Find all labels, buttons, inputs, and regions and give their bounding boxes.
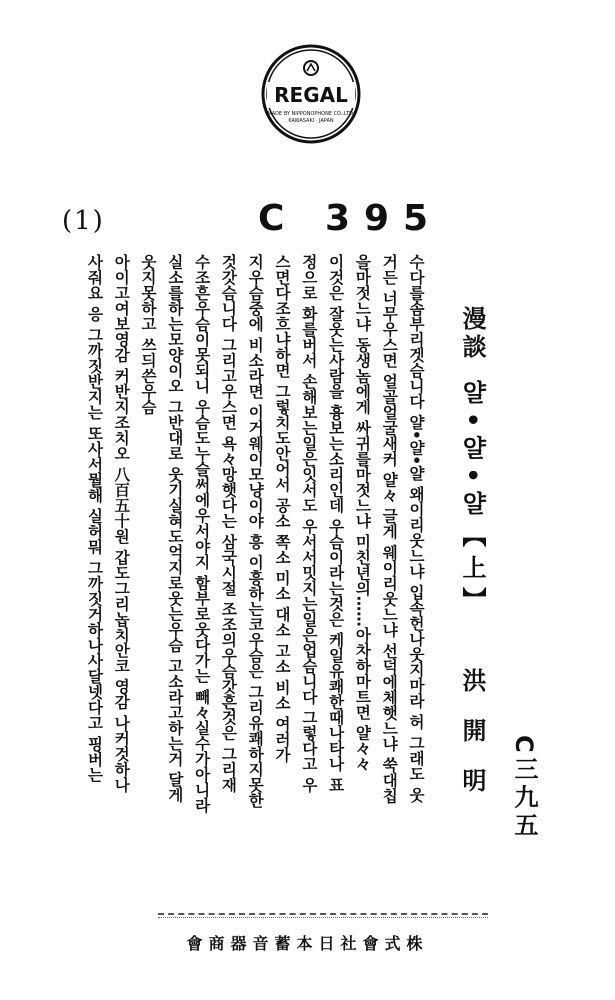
record-number: C 395 <box>258 198 443 239</box>
footer-divider <box>158 913 488 915</box>
publisher-footer: 會商器音蓄本日社會式株 <box>186 934 429 953</box>
logo-brand-text: REGAL <box>274 83 348 107</box>
text-line: 스면다조흐냐하면 그렇치도안어서 공소 쪽소 미소 대소 고소 비소 여러가 <box>273 254 292 763</box>
logo-place-text: KAWASAKI · JAPAN <box>288 118 334 124</box>
genre-label: 漫談 <box>458 306 487 362</box>
author-name: 洪開明 <box>458 668 487 818</box>
page-number: (1) <box>62 206 105 236</box>
text-line: 수다를솜부리겟슴니다 얄•얄•얄 왜이리웃느냐 입속헌나웃지마라 허 그래도 웃 <box>407 254 425 803</box>
text-line: 아이고여보영감 커반지조치오 八百五十원 갑도그리놉치안코 영감 나커것하나 <box>112 254 131 793</box>
text-line: 지우슴중에 비소라면 이거웨이모냥이야 흥 이흥하는코우슴은 그리유쾌하지못한 <box>246 254 265 808</box>
footer-divider-dotted <box>158 917 488 918</box>
text-line: 웃지못하고 쓰듸쓴우슴 <box>139 254 158 415</box>
text-line: 실소를하는모양이오 그반대로 웃기실혀도억지로웃는우슴 고소라고하는거 달게 <box>165 254 184 803</box>
text-line: 것갓슴니다 그리고우스면 욕々망햇다는 삼국시절 조조의우슴갓흔것은 그리재 <box>219 254 238 793</box>
text-line: 이것은 잘웃는사람을 흉보는소리인데 우슴이라는것은 케일유쾌한때나타나 표 <box>326 254 345 793</box>
lyrics-text <box>81 254 429 854</box>
side-record-code: C三九五 <box>510 735 538 841</box>
text-line: 거든 너무우스면 얼골얼굴새커 얄々 글게 웨이리웃느냐 선덕에체햇느냐 쑥대칩 <box>380 254 399 804</box>
text-line: 을마젓느냐 동생놈에게 싸귀를마젓느냐 미친년의……아차하마트면 얄々々 <box>353 254 372 772</box>
piece-title: 얄•얄•얄【上】 <box>458 380 487 619</box>
text-line: 수조흔우슴이못되니 우슴도누슬써에우서야지 함부로웃다가는 빼々실수가아니라 <box>192 254 211 813</box>
text-line: 사줘요 응 그까짓반지는 또사서뭘해 실허뭐 그까짓거하나사달넷다고 핑버는 <box>85 254 104 783</box>
regal-label-logo <box>261 44 361 144</box>
text-line: 정으로 화를버서 손해보는일은잇서도 우서서밋지는일은업슴니다 그렇다고 우 <box>299 254 318 793</box>
logo-maker-text: MADE BY NIPPONOPHONE CO.,LTD. <box>267 111 355 117</box>
